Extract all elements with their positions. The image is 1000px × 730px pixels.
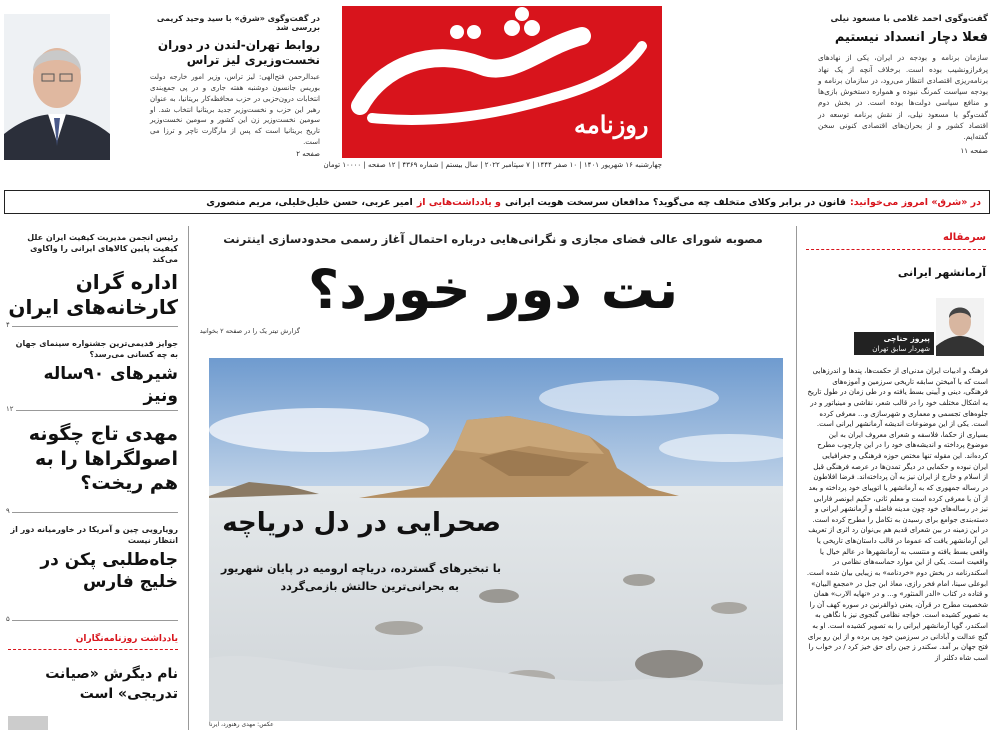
author-name: پیروز حناچی (883, 334, 930, 343)
editorial-label: سرمقاله (806, 232, 986, 250)
editorial-body: فرهنگ و ادبیات ایران مدنی‌ای از حکمت‌ها، پندها و اندرزهایی است که با آمیختن سابقه تاریخی سرزمین و آموزه‌های فرهنگی، دینی و آیینی بسط یافته و در طی زمان در طول تاریخ به اشکال مختلف خود را در قالب شعر، نقاشی و مینیاتور و در جلوه‌های تجسمی و معماری و شهرسازی و... معرفی کرده است. یکی از این موضوعات اندیشه آرمانشهر ایرانی است. بسیاری از حکما، فلاسفه و شعرای معروف ایران به این موضوع پرداخته و اندیشه‌های خود را در این چارچوب مطرح کرده‌اند. این مقوله تنها مختص حوزه فرهنگی و جغرافیایی ایران نبوده و حکمایی در دیگر تمدن‌ها در عرصه فرهنگی قبل از اسلام و خارج از ایران نیز به آن پرداخته‌اند. فرضا افلاطون در رساله جمهوری که به آرمانشهر یا اتوپیای خود پرداخته و بعد از آن با معرفی کرده است و معلم ثانی، حکیم ابونصر فارابی نیز در رساله‌های خود چون مدینه فاضله و آرمانشهر ایرانی و دسته‌بندی جوامع برای رسیدن به تکامل را مطرح کرده است. در این زمینه در بین شعرای قدیم هم بی‌نوان رد اثری از تعریف این آرمانشهر یافت که عموما در قالب داستان‌های تاریخی یا واقعی بسط یافته و منتسب به آرمانشهرها در عالم خیال یا واقعیت است. یکی از این موارد حماسه‌های نظامی در اسکندرنامه در بخش دوم «خردنامه» به زیبایی بیان شده است. ابوعلی سینا، امام فخر رازی، معاذ ابن جبل در «مجمع البیان» و قتاده در کتاب «الدر المنثور» و... و در «نهایه الارب» همان شخصیت مطرح در قرآن، یعنی ذوالقرنین در سوره کهف آن را به تصویر کشیده است. خواجه نظامی گنجوی نیز با نگاهی به اسکندر، گویا آرمانشهر ایرانی را به تصویر کشیده است. او به گنج عدالت و آبادانی در سرزمین خود پی برده و از این رو برای فتح جهان بر آمد. سکندر ز جین رای حق خیز کرد / در خواب را اسب شاه دکلنر از (806, 367, 988, 662)
banner[interactable] (4, 190, 990, 214)
photo-title: صحرایی در دل دریاچه (222, 508, 501, 538)
left-item-2[interactable] (8, 338, 178, 407)
author-name-box (854, 332, 934, 355)
photo-subtitle-1: با تبخیرهای گسترده، دریاچه ارومیه در پایان شهریور (221, 562, 501, 575)
left-item-kicker: جوایز قدیمی‌ترین جشنواره سینمای جهان به چه کسانی می‌رسد؟ (15, 339, 178, 360)
page-ref: ۹ (6, 507, 10, 515)
author-role: شهردار سابق تهران (872, 345, 930, 353)
page-ref: ۴ (6, 321, 10, 329)
teaser-page: صفحه ۱۱ (960, 146, 988, 155)
top-right-teaser[interactable] (818, 14, 988, 155)
masthead-logo-word (382, 16, 384, 17)
teaser-kicker: گفت‌وگوی احمد غلامی با مسعود نیلی (830, 14, 988, 24)
photo-subtitle-2: به بحرانی‌ترین حالتش بازمی‌گردد (280, 580, 459, 593)
left-item-title: نام دیگرش «صیانت تدریجی» است (45, 666, 178, 703)
left-item-5[interactable] (8, 664, 178, 705)
banner-label-2: و یادداشت‌هایی از (416, 196, 501, 208)
author-photo (936, 298, 984, 356)
page-ref: ۵ (6, 615, 10, 623)
column-divider (796, 226, 797, 730)
main-credit: گزارش تیتر یک را در صفحه ۲ بخوانید (199, 327, 300, 335)
main-headline[interactable]: نت دور خورد؟ (307, 258, 679, 321)
main-kicker: مصوبه شورای عالی فضای مجازی و نگرانی‌هایی درباره احتمال آغاز رسمی محدودسازی اینترنت (223, 232, 763, 246)
left-item-kicker: رویارویی چین و آمریکا در خاورمیانه دور از انتظار نیست (10, 525, 178, 546)
masthead (342, 6, 662, 158)
teaser-body: عبدالرحمن فتح‌الهی: لیز تراس، وزیر امور خارجه دولت بوریس جانسون دوشنبه هفته جاری و در پی جمع‌بندی انتخابات درون‌حزبی در حزب محافظه‌کار بریتانیا، به عنوان رهبر این حزب و نخست‌وزیر جدید بریتانیا انتخاب شد. او سومین نخست‌وزیر زن این کشور و سومین نخست‌وزیر تاریخ بریتانیا است که پس از مارگارت تاچر و ترزا می است. (150, 73, 320, 147)
masthead-subtitle: روزنامه (574, 110, 649, 139)
columnist-photo (8, 716, 48, 730)
banner-label: در «شرق» امروز می‌خوانید: (850, 196, 981, 208)
left-item-title: اداره گران کارخانه‌های ایران (8, 269, 178, 319)
teaser-title: فعلا دچار انسداد نیستیم (834, 30, 988, 45)
left-item-title: مهدی تاج چگونه اصولگراها را به هم ریخت؟ (28, 423, 178, 495)
item-divider (8, 326, 178, 327)
item-divider (8, 410, 178, 411)
masthead-info-line: چهارشنبه ۱۶ شهریور ۱۴۰۱ | ۱۰ صفر ۱۴۴۴ | ۷ سپتامبر ۲۰۲۲ | سال بیستم | شماره ۴۳۶۹ | ۱۲ صفحه | ۱۰۰۰۰ تومان (323, 161, 662, 169)
teaser-page: صفحه ۲ (296, 149, 320, 158)
left-item-1[interactable] (8, 232, 178, 320)
photo-credit: عکس: مهدی رهنورد، ایرنا (209, 721, 274, 728)
left-column-label: یادداشت روزنامه‌نگاران (8, 634, 178, 650)
lake-photo-image (209, 358, 783, 721)
editorial-title[interactable]: آرمانشهر ایرانی (897, 266, 986, 279)
item-divider (8, 620, 178, 621)
teaser-body: سازمان برنامه و بودجه در ایران، یکی از نهادهای پرفرازونشیب بوده است. برخلاف آنچه از یک نهاد برنامه‌ریزی اقتصادی انتظار می‌رود، در سازمان برنامه و بودجه سیاست کمرنگ نبوده و همواره دستخوش بازی‌ها و منافع سیاسی دولت‌ها بوده است. در بخش دوم گفت‌وگو با مسعود نیلی، از نقش برنامه توسعه در اقتصاد کشور و از بحران‌های اقتصادی کنونی سخن گفته‌ایم. (818, 53, 988, 142)
left-item-4[interactable] (8, 524, 178, 593)
portrait-karimi (4, 14, 110, 160)
left-item-title: شیرهای ۹۰ساله ونیز (43, 364, 178, 406)
teaser-title: روابط تهران-لندن در دوران نخست‌وزیری لیز تراس (157, 38, 320, 67)
column-divider (188, 226, 189, 730)
top-left-teaser[interactable] (150, 14, 320, 158)
banner-text-2: امیر عربی، حسن خلیل‌خلیلی، مریم منصوری (206, 196, 413, 208)
left-item-title: جاه‌طلبی پکن در خلیج فارس (40, 550, 178, 592)
banner-text-1: قانون در برابر وکلای متخلف چه می‌گوید؟ مدافعان سرسخت هویت ایرانی (504, 196, 846, 208)
left-item-3[interactable] (8, 422, 178, 496)
left-item-kicker: رئیس انجمن مدیریت کیفیت ایران علل کیفیت پایین کالاهای ایرانی را واکاوی می‌کند (27, 233, 178, 265)
item-divider (8, 512, 178, 513)
lake-photo[interactable] (209, 358, 783, 721)
page-ref: ۱۲ (6, 405, 14, 413)
teaser-kicker: در گفت‌وگوی «شرق» با سید وحید کریمی بررسی شد (156, 14, 320, 32)
